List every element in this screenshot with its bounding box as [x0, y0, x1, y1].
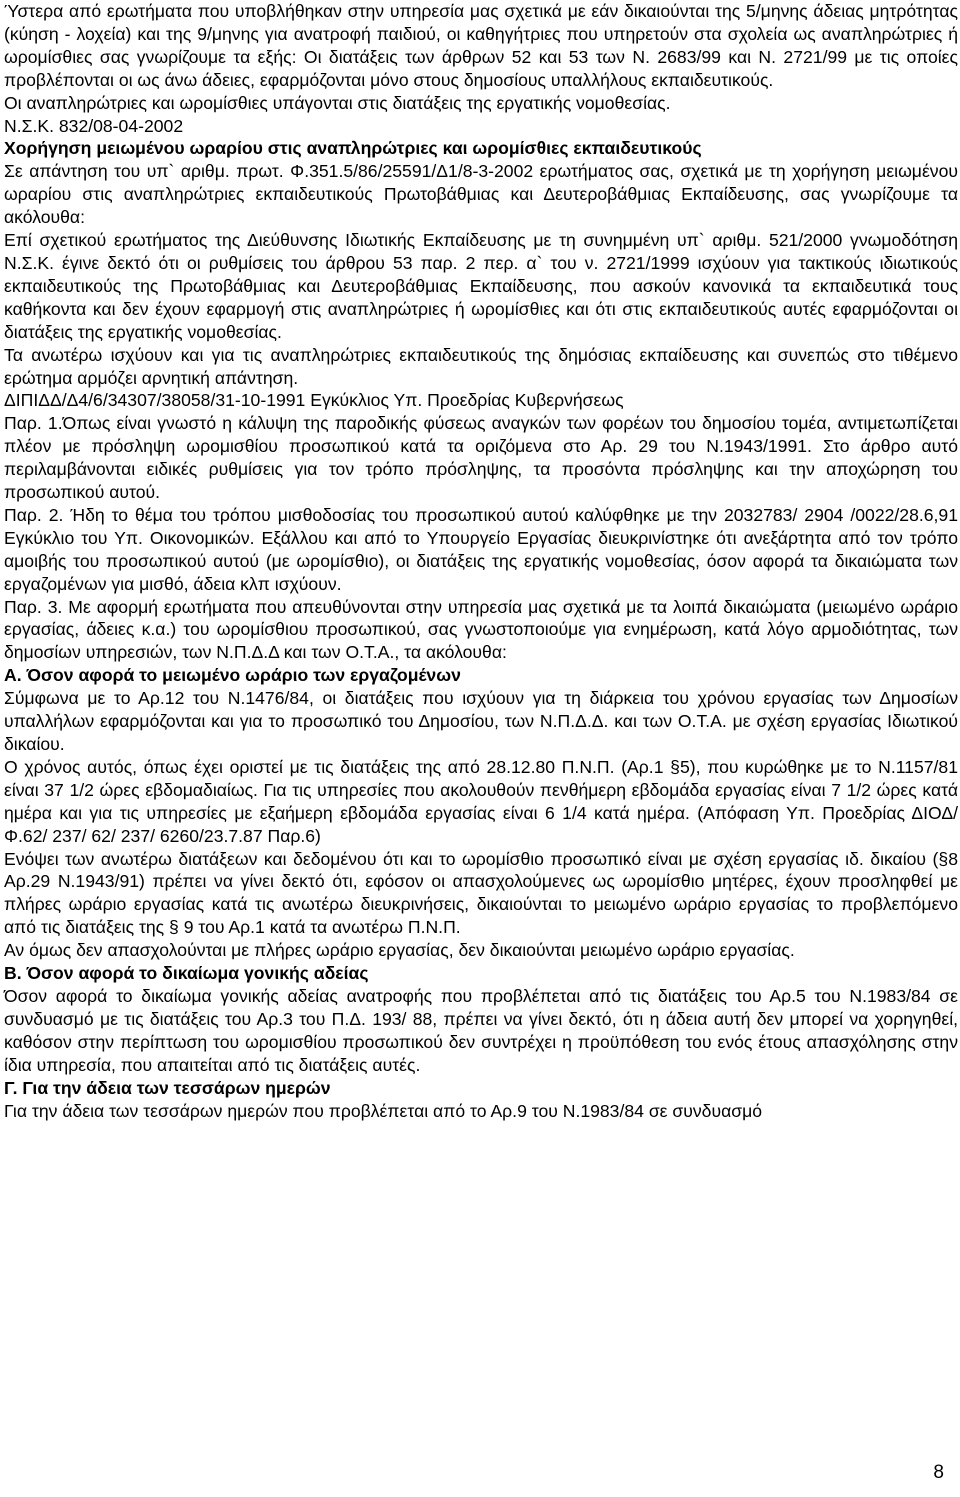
section-a-paragraph-2: Ο χρόνος αυτός, όπως έχει οριστεί με τις διατάξεις της από 28.12.80 Π.Ν.Π. (Αρ.1 §5), που κυρώθηκε με το Ν.1157/81 είναι 37 1/2 ώρες εβδομαδιαίως. Για τις υπηρεσίες που ακολουθούν πενθήμερη εβδομάδα εργασίας είναι 7 1/2 ώρες κατά ημέρα και για τις υπηρεσίες με εξαήμερη εβδομάδα εργασίας είναι 6 1/4 κατά ημέρα. (Απόφαση Υπ. Προεδρίας ΔΙΟΔ/Φ.62/ 237/ 62/ 237/ 6260/23.7.87 Παρ.6) — [4, 756, 958, 846]
nsk-reference: Ν.Σ.Κ. 832/08-04-2002 — [4, 115, 184, 136]
section-a-paragraph-3: Ενόψει των ανωτέρω διατάξεων και δεδομένου ότι και το ωρομίσθιο προσωπικό είναι με σχέση εργασίας ιδ. δικαίου (§8 Αρ.29 Ν.1943/91) πρέπει να γίνει δεκτό ότι, εφόσον οι απασχολούμενες ως ωρομίσθιο μητέρες, έχουν προσληφθεί με πλήρες ωράριο εργασίας κατά τις ανωτέρω διευκρινήσεις, δικαιούνται το μειωμένο ωράριο εργασίας το προβλεπόμενο από τις διατάξεις της § 9 του Αρ.1 κατά τα ανωτέρω Π.Ν.Π. — [4, 848, 958, 938]
response-paragraph: Σε απάντηση του υπ` αριθμ. πρωτ. Φ.351.5/86/25591/Δ1/8-3-2002 ερωτήματος σας, σχετικά με τη χορήγηση μειωμένου ωραρίου στις αναπληρώτριες εκπαιδευτικούς Πρωτοβάθμιας και Δευτεροβάθμιας Εκπαίδευσης, σας γνωρίζουμε τα ακόλουθα: — [4, 161, 958, 228]
conclusion-paragraph: Τα ανωτέρω ισχύουν και για τις αναπληρώτριες εκπαιδευτικούς της δημόσιας εκπαίδευσης και συνεπώς στο τιθέμενο ερώτημα αρμόζει αρνητική απάντηση. — [4, 344, 958, 388]
page-number: 8 — [933, 1462, 944, 1483]
circular-reference: ΔΙΠΙΔΔ/Δ4/6/34307/38058/31-10-1991 Εγκύκλιος Υπ. Προεδρίας Κυβερνήσεως — [4, 390, 624, 411]
opinion-paragraph: Επί σχετικού ερωτήματος της Διεύθυνσης Ιδιωτικής Εκπαίδευσης με τη συνημμένη υπ` αριθμ. 521/2000 γνωμοδότηση Ν.Σ.Κ. έγινε δεκτό ότι οι ρυθμίσεις του άρθρου 53 παρ. 2 περ. α` του ν. 2721/1999 ισχύουν για τακτικούς ιδιωτικούς εκπαιδευτικούς της Πρωτοβάθμιας και Δευτεροβάθμιας Εκπαίδευσης, που ασκούν κανονικά τα εκπαιδευτικά τους καθήκοντα και δεν έχουν εφαρμογή στις αναπληρώτριες ή ωρομίσθιες και ότι στις εκπαιδευτικούς αυτές εφαρμόζονται οι διατάξεις της εργατικής νομοθεσίας. — [4, 230, 958, 342]
section-heading-a: Α. Όσον αφορά το μειωμένο ωράριο των εργαζομένων — [4, 665, 461, 686]
section-a-paragraph-1: Σύμφωνα με το Αρ.12 του Ν.1476/84, οι διατάξεις που ισχύουν για τη διάρκεια του χρόνου εργασίας των Δημοσίων υπαλλήλων εφαρμόζονται και για το προσωπικό του Δημοσίου, των Ν.Π.Δ.Δ. και των Ο.Τ.Α. με σχέση εργασίας Ιδιωτικού δικαίου. — [4, 688, 958, 754]
section-a-paragraph-4: Αν όμως δεν απασχολούνται με πλήρες ωράριο εργασίας, δεν δικαιούνται μειωμένο ωράριο εργασίας. — [4, 940, 795, 961]
paragraph-3: Παρ. 3. Με αφορμή ερωτήματα που απευθύνονται στην υπηρεσία μας σχετικά με τα λοιπά δικαιώματα (μειωμένο ωράριο εργασίας, άδειες κ.α.) του ωρομίσθιου προσωπικού, σας γνωστοποιούμε για ενημέρωση, κατά λόγο αρμοδιότητας, των δημοσίων υπηρεσιών, των Ν.Π.Δ.Δ και των Ο.Τ.Α., τα ακόλουθα: — [4, 596, 958, 663]
section-b-paragraph: Όσον αφορά το δικαίωμα γονικής αδείας ανατροφής που προβλέπεται από τις διατάξεις του Αρ.5 του Ν.1983/84 σε συνδυασμό με τις διατάξεις του Αρ.3 του Π.Δ. 193/ 88, πρέπει να γίνει δεκτό, ότι η άδεια αυτή δεν μπορεί να χορηγηθεί, καθόσον στην περίπτωση του ωρομισθίου προσωπικού δεν συντρέχει η προϋπόθεση του ενός έτους απασχόλησης στην ίδια υπηρεσία, που απαιτείται από τις διατάξεις αυτές. — [4, 985, 958, 1075]
section-c-paragraph: Για την άδεια των τεσσάρων ημερών που προβλέπεται από το Αρ.9 του Ν.1983/84 σε συνδυασμό — [4, 1100, 763, 1121]
intro-paragraph: Ύστερα από ερωτήματα που υποβλήθηκαν στην υπηρεσία μας σχετικά με εάν δικαιούνται της 5/μηνης άδειας μητρότητας (κύηση - λοχεία) και της 9/μηνης για ανατροφή παιδιού, οι καθηγήτριες που υπηρετούν στα σχολεία ως αναπληρώτριες ή ωρομίσθιες σας γνωρίζουμε τα εξής: Οι διατάξεις των άρθρων 52 και 53 των Ν. 2683/99 και Ν. 2721/99 με τις οποίες προβλέπονται οι ως άνω άδειες, εφαρμόζονται μόνο στους δημοσίους υπαλλήλους εκπαιδευτικούς. — [4, 1, 958, 90]
paragraph-2: Παρ. 2. Ήδη το θέμα του τρόπου μισθοδοσίας του προσωπικού αυτού καλύφθηκε με την 2032783/ 2904 /0022/28.6,91 Εγκύκλιο του Υπ. Οικονομικών. Εξάλλου και από το Υπουργείο Εργασίας διευκρινίστηκε ότι ανεξάρτητα από τον τρόπο αμοιβής του προσωπικού αυτού (με ωρομίσθιο), οι διατάξεις της εργατικής νομοθεσίας, όσον αφορά τα δικαιώματα των εργαζομένων για μισθό, άδεια κλπ ισχύουν. — [4, 504, 958, 594]
section-heading-b: Β. Όσον αφορά το δικαίωμα γονικής αδείας — [4, 963, 369, 984]
labor-law-paragraph: Οι αναπληρώτριες και ωρομίσθιες υπάγονται στις διατάξεις της εργατικής νομοθεσίας. — [4, 92, 671, 113]
section-heading-reduced-hours: Χορήγηση μειωμένου ωραρίου στις αναπληρώτριες και ωρομίσθιες εκπαιδευτικούς — [4, 138, 702, 159]
document-page — [4, 0, 958, 1122]
section-heading-c: Γ. Για την άδεια των τεσσάρων ημερών — [4, 1077, 331, 1098]
paragraph-1: Παρ. 1.Όπως είναι γνωστό η κάλυψη της παροδικής φύσεως αναγκών των φορέων του δημοσίου τομέα, αντιμετωπίζεται πλέον με πρόσληψη ωρομισθίου προσωπικού κατά τα οριζόμενα στο Αρ. 29 του Ν.1943/1991. Στο άρθρο αυτό περιλαμβάνονται ειδικές ρυθμίσεις για τον τρόπο πρόσληψης, τα προσόντα πρόσληψης και την αποχώρηση του προσωπικού αυτού. — [4, 413, 958, 503]
